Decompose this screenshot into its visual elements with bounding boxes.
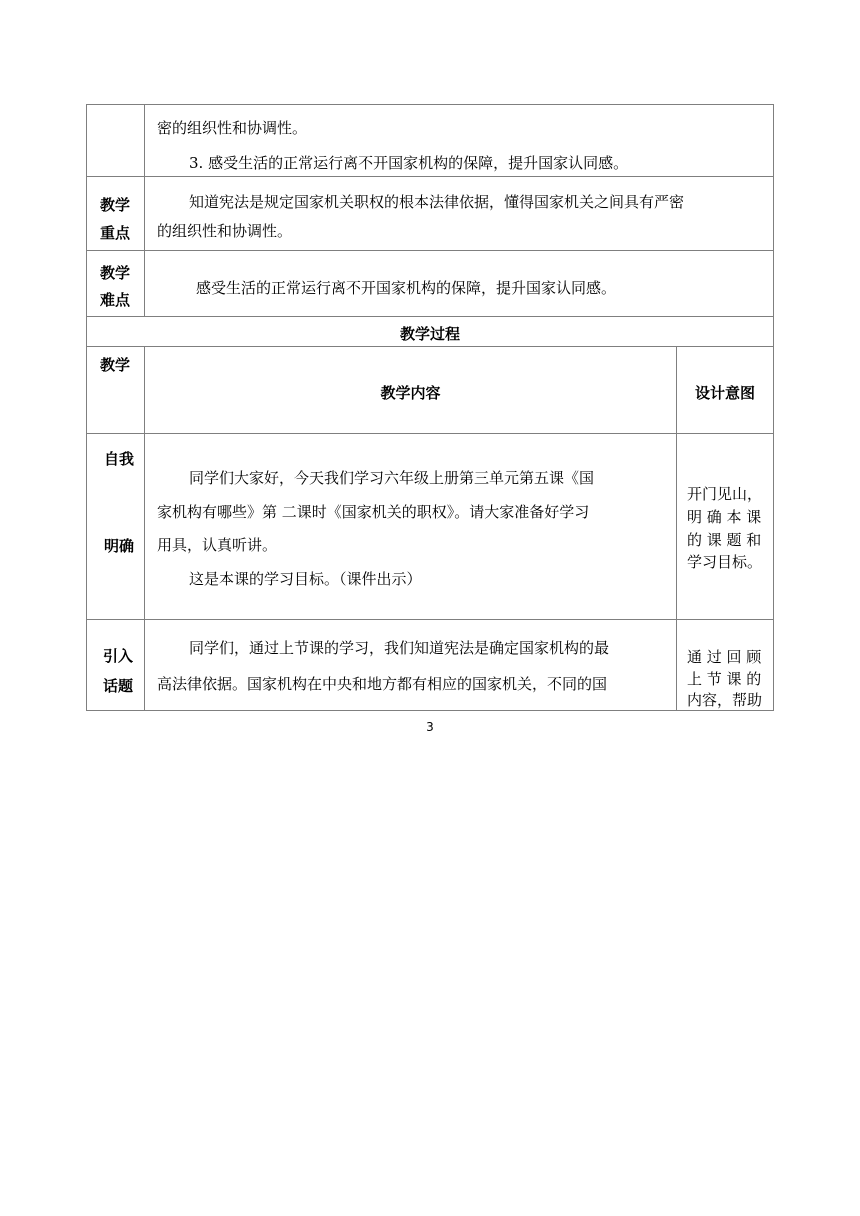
table-border-top — [86, 104, 774, 105]
row-divider — [86, 250, 774, 251]
self-clarify-intent-line: 明 确 本 课 — [687, 508, 762, 526]
objective-text-line: 3. 感受生活的正常运行离不开国家机构的保障，提升国家认同感。 — [189, 154, 629, 172]
self-clarify-intent-line: 学习目标。 — [687, 553, 763, 571]
self-clarify-text-line: 家机构有哪些》第 二课时《国家机关的职权》。请大家准备好学习 — [157, 503, 590, 521]
column-divider — [144, 104, 145, 317]
objective-text-line: 密的组织性和协调性。 — [157, 119, 308, 137]
row-divider — [86, 619, 774, 620]
row-divider — [86, 433, 774, 434]
self-clarify-intent-line: 的 课 题 和 — [687, 531, 762, 549]
self-clarify-label: 明确 — [103, 537, 134, 555]
column-header-intent: 设计意图 — [694, 384, 755, 402]
intro-topic-text-line: 高法律依据。国家机构在中央和地方都有相应的国家机关，不同的国 — [157, 675, 608, 693]
key-points-text-line: 知道宪法是规定国家机关职权的根本法律依据，懂得国家机关之间具有严密 — [189, 193, 685, 211]
intro-topic-label: 话题 — [102, 677, 133, 695]
key-points-text-line: 的组织性和协调性。 — [157, 222, 293, 240]
row-divider — [86, 176, 774, 177]
section-header: 教学过程 — [399, 325, 460, 343]
self-clarify-text-line: 同学们大家好，今天我们学习六年级上册第三单元第五课《国 — [189, 469, 595, 487]
key-points-label: 重点 — [99, 224, 130, 242]
self-clarify-intent-line: 开门见山， — [687, 485, 763, 503]
column-header-content: 教学内容 — [380, 384, 441, 402]
intro-topic-label: 引入 — [102, 647, 133, 665]
key-points-label: 教学 — [99, 196, 130, 214]
intro-topic-text-line: 同学们，通过上节课的学习，我们知道宪法是确定国家机构的最 — [189, 639, 610, 657]
self-clarify-label: 自我 — [103, 450, 134, 468]
self-clarify-text-line: 用具，认真听讲。 — [157, 536, 278, 554]
difficult-points-label: 难点 — [99, 291, 130, 309]
self-clarify-text-line: 这是本课的学习目标。（课件出示） — [189, 570, 422, 588]
page-number: 3 — [426, 720, 434, 734]
difficult-points-text: 感受生活的正常运行离不开国家机构的保障，提升国家认同感。 — [196, 279, 617, 297]
difficult-points-label: 教学 — [99, 264, 130, 282]
intro-topic-intent-line: 通 过 回 顾 — [687, 648, 762, 666]
intro-topic-intent-line: 内容，帮助 — [687, 691, 763, 709]
row-divider — [86, 346, 774, 347]
table-border-bottom — [86, 710, 774, 711]
intro-topic-intent-line: 上 节 课 的 — [687, 670, 762, 688]
row-divider — [86, 316, 774, 317]
column-header-stage: 教学 — [99, 356, 130, 374]
